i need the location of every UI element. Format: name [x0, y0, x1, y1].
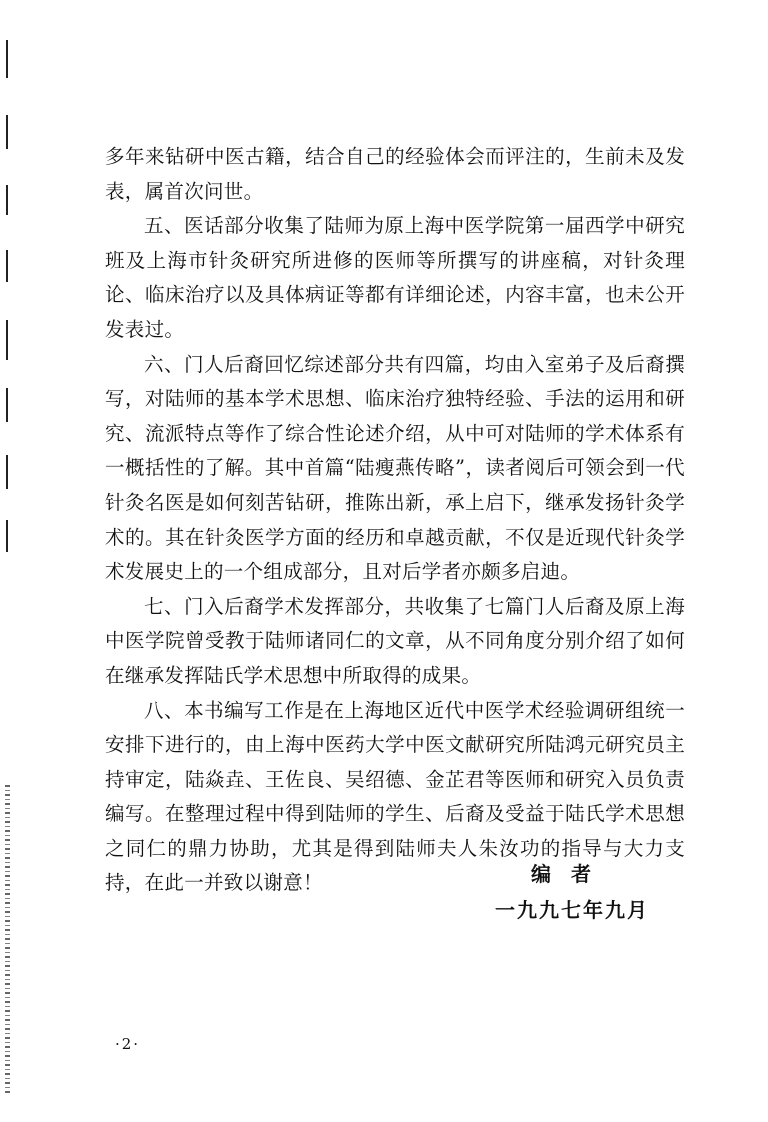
scan-edge-mark: [6, 388, 8, 422]
scan-edge-mark: [6, 115, 8, 149]
signature-author: 编者: [531, 862, 611, 886]
page-number: ·2·: [115, 1035, 141, 1053]
scan-edge-mark: [6, 455, 8, 489]
scan-edge-mark: [6, 320, 8, 360]
scan-edge-mark: [6, 40, 8, 78]
signature-date: 一九九七年九月: [495, 898, 649, 922]
scan-edge-mark: [6, 250, 8, 282]
paragraph-item-8: 八、本书编写工作是在上海地区近代中医学术经验调研组统一安排下进行的，由上海中医药大学中医文献研究所陆鸿元研究员主持审定，陆焱垚、王佐良、吴绍德、金芷君等医师和研究入员负责编写。在整理过程中得到陆师的学生、后裔及受益于陆氏学术思想之同仁的鼎力协助，尤其是得到陆师夫人朱汝功的指导与大力支持，在此一并致以谢意！: [105, 698, 685, 895]
paragraph-continuation: 多年来钻研中医古籍，结合自己的经验体会而评注的，生前未及发表，属首次问世。: [105, 145, 685, 203]
scan-edge-mark: [6, 185, 8, 215]
paragraph-item-6: 六、门人后裔回忆综述部分共有四篇，均由入室弟子及后裔撰写，对陆师的基本学术思想、临床治疗独特经验、手法的运用和研究、流派特点等作了综合性论述介绍，从中可对陆师的学术体系有一概括性的了解。其中首篇“陆瘦燕传略”，读者阅后可领会到一代针灸名医是如何刻苦钻研，推陈出新，承上启下，继承发扬针灸学术的。其在针灸医学方面的经历和卓越贡献，不仅是近现代针灸学术发展史上的一个组成部分，且对后学者亦颇多启迪。: [105, 352, 685, 584]
paragraph-item-7: 七、门入后裔学术发挥部分，共收集了七篇门人后裔及原上海中医学院曾受教于陆师诸同仁的文章，从不同角度分别介绍了如何在继承发挥陆氏学术思想中所取得的成果。: [105, 594, 685, 687]
paragraph-item-5: 五、医话部分收集了陆师为原上海中医学院第一届西学中研究班及上海市针灸研究所进修的医师等所撰写的讲座稿，对针灸理论、临床治疗以及具体病证等都有详细论述，内容丰富，也未公开发表过。: [105, 214, 685, 341]
scan-edge-mark: [6, 520, 8, 552]
body-text: [105, 140, 685, 901]
scan-noise-strip: [5, 785, 10, 1095]
